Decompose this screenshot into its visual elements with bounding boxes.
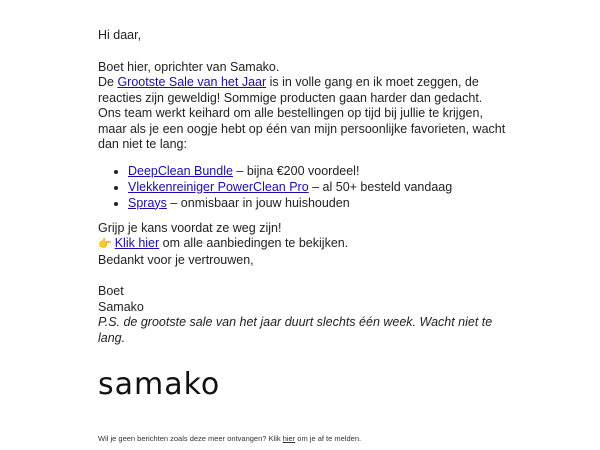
signature: [98, 284, 508, 346]
intro-line: Boet hier, oprichter van Samako.: [98, 59, 280, 74]
footer-prefix: Wil je geen berichten zoals deze meer ontvangen? Klik: [98, 434, 283, 443]
list-item: [128, 163, 508, 179]
list-item: [128, 195, 508, 211]
intro-block: [98, 60, 508, 153]
greeting: Hi daar,: [98, 28, 142, 42]
paragraph-sale: [98, 75, 508, 106]
footer-suffix: om je af te melden.: [295, 434, 362, 443]
list-item-note: – onmisbaar in jouw huishouden: [166, 195, 350, 210]
pointing-hand-icon: 👉: [98, 238, 112, 250]
sprays-link[interactable]: Sprays: [128, 195, 167, 210]
favorites-list: [98, 163, 508, 211]
paragraph-sale-suffix: is in volle gang en ik moet zeggen, de reacties zijn geweldig! Sommige producten gaan harder dan gedacht.: [98, 75, 483, 105]
signature-name: Boet: [98, 284, 124, 298]
unsubscribe-footer: [98, 434, 361, 444]
powerclean-pro-link[interactable]: Vlekkenreiniger PowerClean Pro: [128, 179, 309, 194]
paragraph-team: Ons team werkt keihard om alle bestellingen op tijd bij jullie te krijgen, maar als je een oogje hebt op één van mijn persoonlijke favorieten, wacht dan niet te lang:: [98, 106, 506, 151]
list-item: [128, 179, 508, 195]
email-body: [98, 28, 508, 346]
sale-link[interactable]: Grootste Sale van het Jaar: [117, 75, 267, 89]
cta-block: [98, 221, 508, 269]
paragraph-sale-prefix: De: [98, 75, 118, 89]
logo-text: samako: [98, 367, 221, 402]
unsubscribe-link[interactable]: hier: [282, 434, 296, 443]
cta-line: [98, 236, 508, 253]
list-item-note: – al 50+ besteld vandaag: [308, 179, 453, 194]
postscript: P.S. de grootste sale van het jaar duurt slechts één week. Wacht niet te lang.: [98, 315, 493, 345]
samako-logo: [98, 366, 228, 406]
list-item-note: – bijna €200 voordeel!: [232, 163, 360, 178]
signature-company: Samako: [98, 299, 144, 314]
cta-suffix: om alle aanbiedingen te bekijken.: [159, 236, 349, 250]
cta-link[interactable]: Klik hier: [114, 236, 160, 250]
deepclean-bundle-link[interactable]: DeepClean Bundle: [128, 163, 233, 178]
thanks-line: Bedankt voor je vertrouwen,: [98, 252, 254, 267]
cta-intro: Grijp je kans voordat ze weg zijn!: [98, 220, 282, 235]
